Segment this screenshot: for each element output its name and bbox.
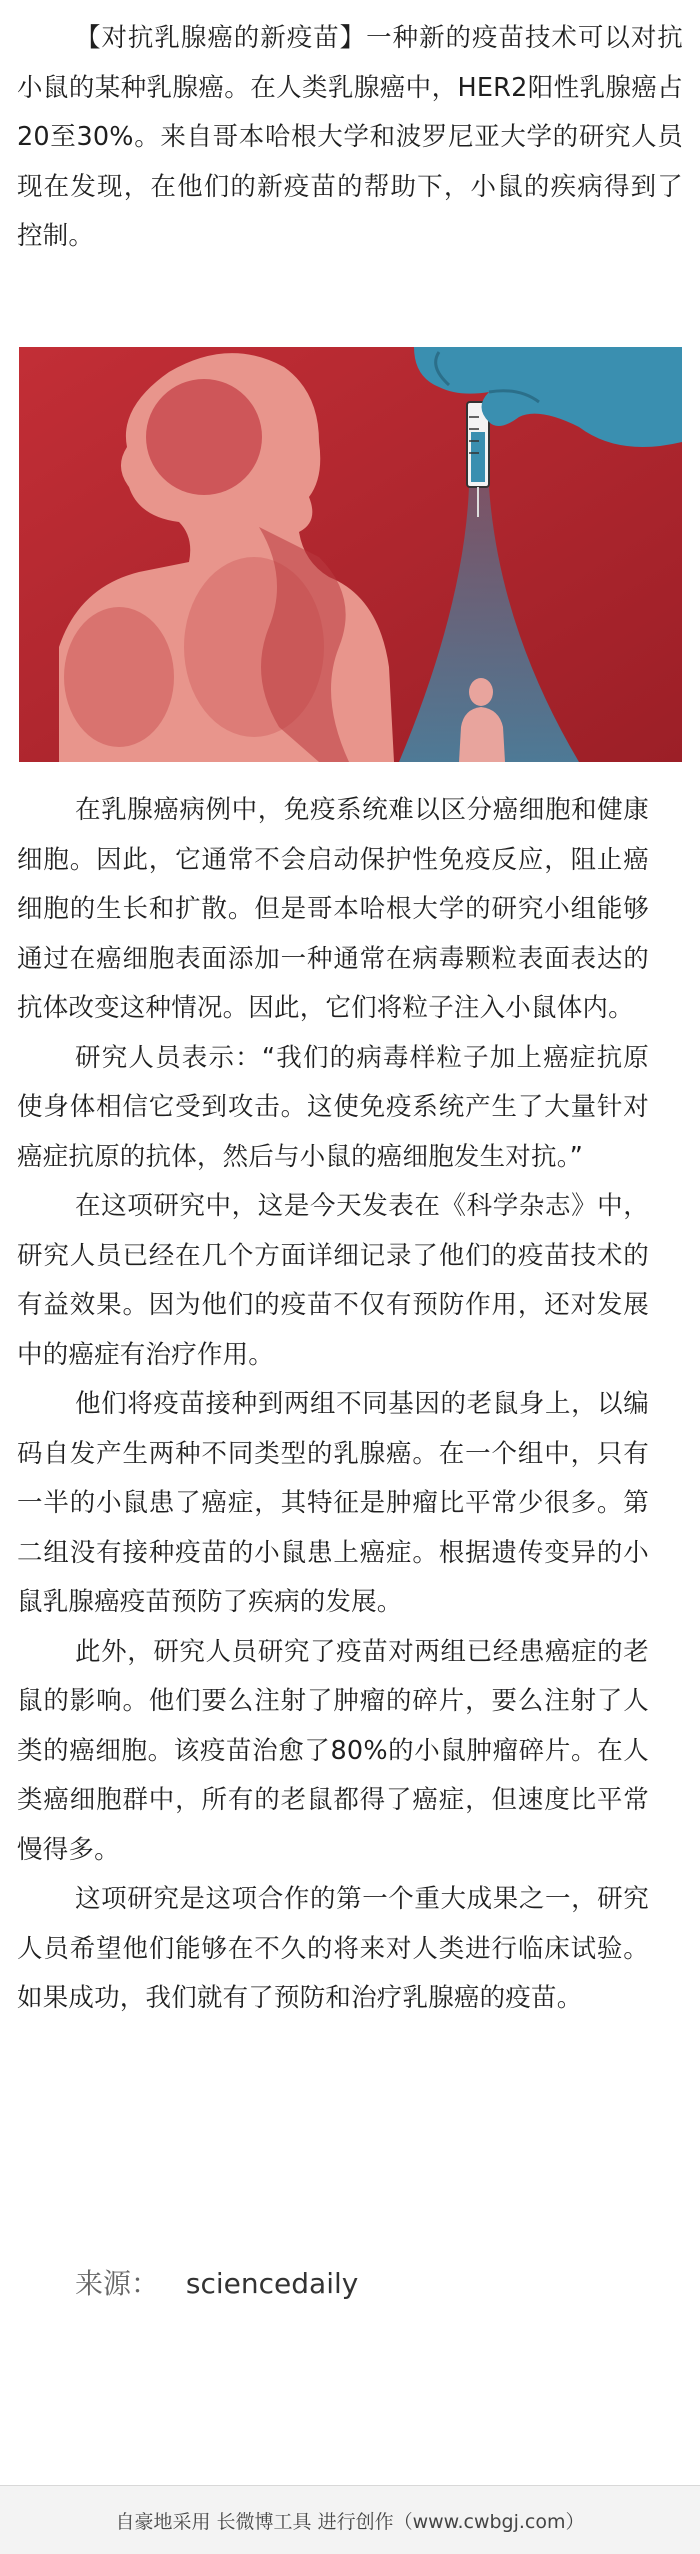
source-value: sciencedaily [185,2267,359,2300]
intro-paragraph: 【对抗乳腺癌的新疫苗】一种新的疫苗技术可以对抗小鼠的某种乳腺癌。在人类乳腺癌中，HER2阳性乳腺癌占20至30%。来自哥本哈根大学和波罗尼亚大学的研究人员现在发现，在他们的新疫苗的帮助下，小鼠的疾病得到了控制。 [17,23,683,251]
vaccine-illustration [19,347,682,762]
paragraph-6: 这项研究是这项合作的第一个重大成果之一，研究人员希望他们能够在不久的将来对人类进行临床试验。如果成功，我们就有了预防和治疗乳腺癌的疫苗。 [17,1884,649,2013]
paragraph-4: 他们将疫苗接种到两组不同基因的老鼠身上，以编码自发产生两种不同类型的乳腺癌。在一个组中，只有一半的小鼠患了癌症，其特征是肿瘤比平常少很多。第二组没有接种疫苗的小鼠患上癌症。根据遗传变异的小鼠乳腺癌疫苗预防了疾病的发展。 [17,1389,649,1617]
article-body [0,786,666,2024]
source-line [75,2262,358,2302]
paragraph-3: 在这项研究中，这是今天发表在《科学杂志》中，研究人员已经在几个方面详细记录了他们的疫苗技术的有益效果。因为他们的疫苗不仅有预防作用，还对发展中的癌症有治疗作用。 [17,1191,649,1370]
paragraph-2: 研究人员表示：“我们的病毒样粒子加上癌症抗原使身体相信它受到攻击。这使免疫系统产生了大量针对癌症抗原的抗体，然后与小鼠的癌细胞发生对抗。” [17,1042,649,1172]
paragraph-5: 此外，研究人员研究了疫苗对两组已经患癌症的老鼠的影响。他们要么注射了肿瘤的碎片，要么注射了人类的癌细胞。该疫苗治愈了80%的小鼠肿瘤碎片。在人类癌细胞群中，所有的老鼠都得了癌症，但速度比平常慢得多。 [17,1636,649,1865]
footer-text: 自豪地采用 长微博工具 进行创作（www.cwbgj.com） [115,2510,585,2533]
footer-credit [0,2485,700,2554]
source-label: 来源： [75,2267,160,2300]
paragraph-1: 在乳腺癌病例中，免疫系统难以区分癌细胞和健康细胞。因此，它通常不会启动保护性免疫反应，阻止癌细胞的生长和扩散。但是哥本哈根大学的研究小组能够通过在癌细胞表面添加一种通常在病毒颗粒表面表达的抗体改变这种情况。因此，它们将粒子注入小鼠体内。 [17,795,649,1023]
